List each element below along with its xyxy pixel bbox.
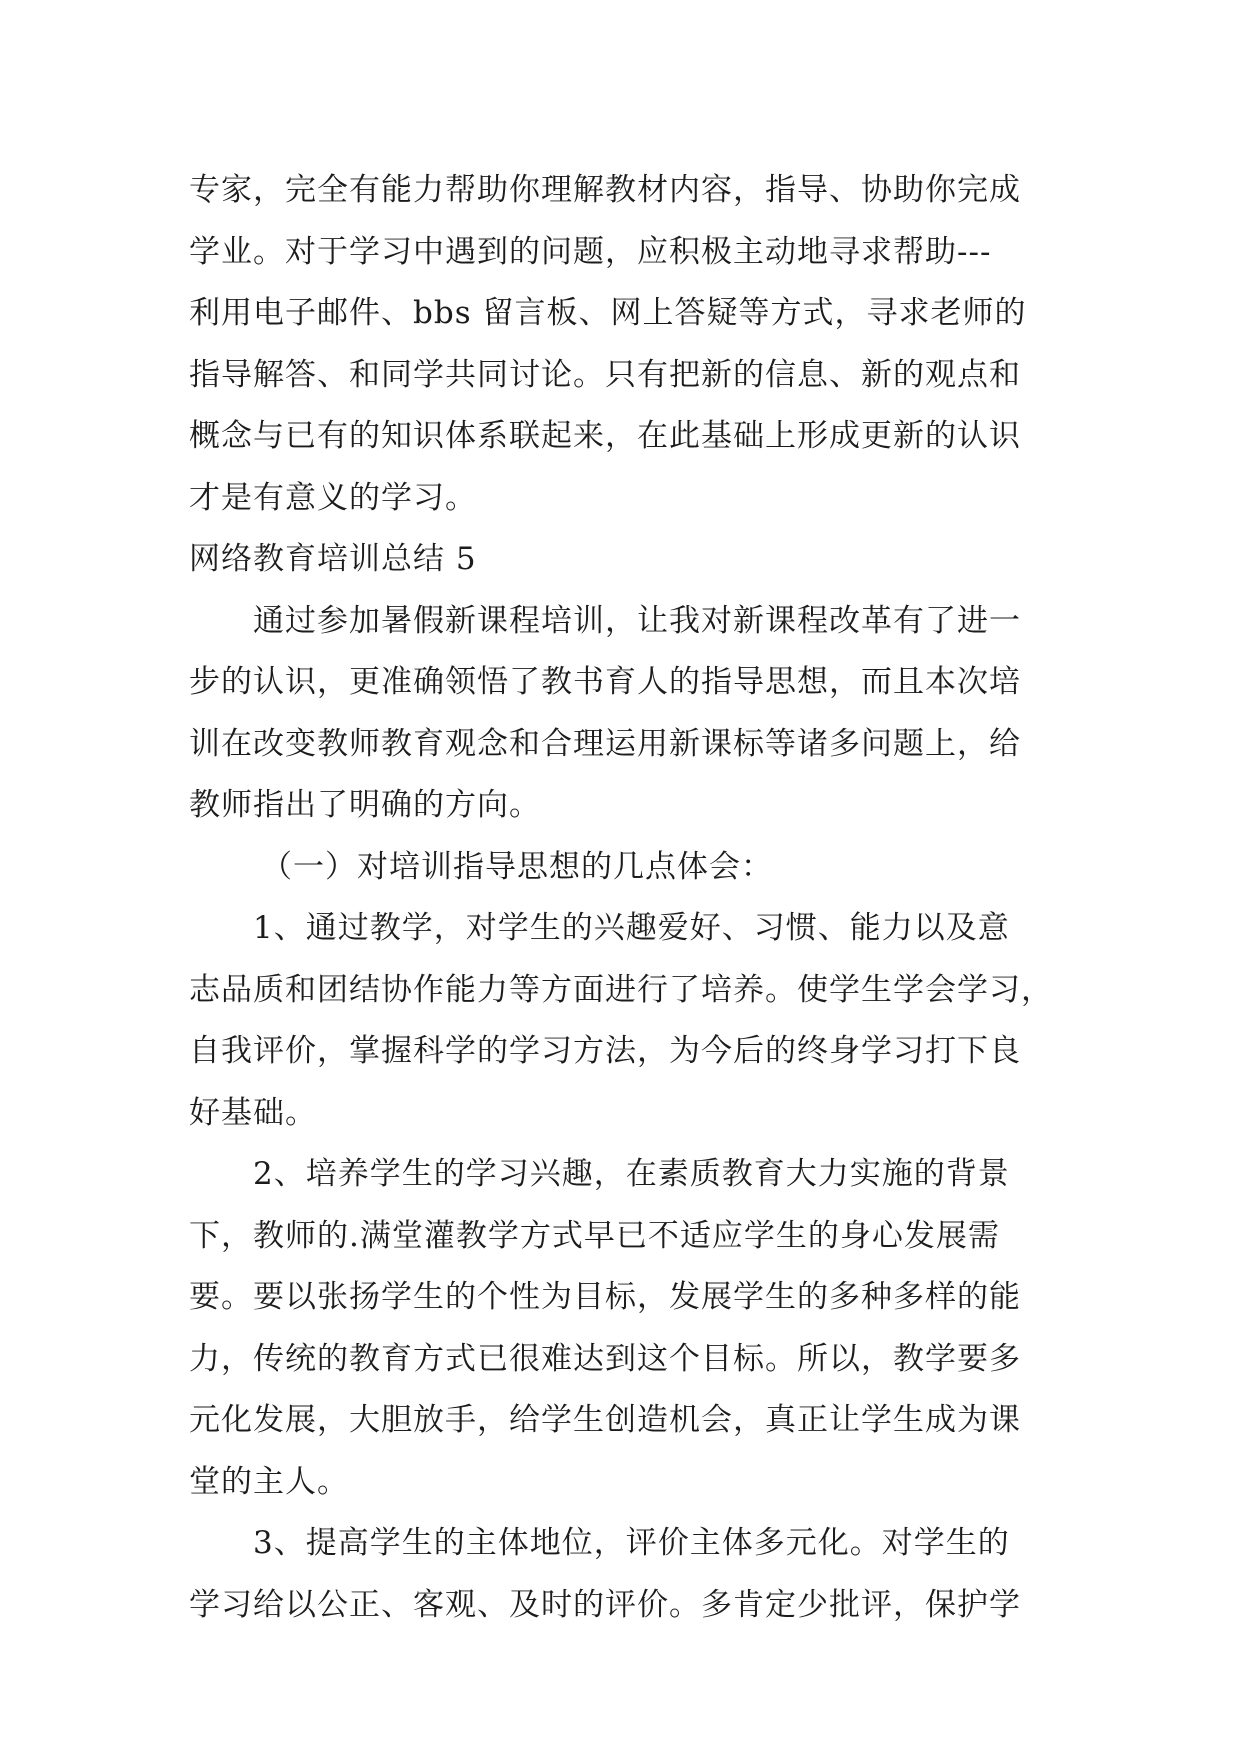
section-heading: 网络教育培训总结 5 [189, 541, 477, 577]
text-line: 志品质和团结协作能力等方面进行了培养。使学生学会学习， [189, 971, 1053, 1008]
text-line: 好基础。 [189, 1094, 317, 1131]
text-line: 要。要以张扬学生的个性为目标，发展学生的多种多样的能 [189, 1279, 1021, 1315]
text-line: 学习给以公正、客观、及时的评价。多肯定少批评，保护学 [189, 1586, 1021, 1623]
text-line: 堂的主人。 [189, 1463, 349, 1500]
text-line: 自我评价，掌握科学的学习方法，为今后的终身学习打下良 [189, 1033, 1021, 1069]
paragraph-first-line: 通过参加暑假新课程培训，让我对新课程改革有了进一 [253, 602, 1021, 639]
subsection-heading: （一）对培训指导思想的几点体会： [261, 848, 773, 885]
text-line: 利用电子邮件、bbs 留言板、网上答疑等方式，寻求老师的 [189, 295, 1027, 331]
text-line: 下，教师的.满堂灌教学方式早已不适应学生的身心发展需 [189, 1217, 1000, 1254]
text-line: 训在改变教师教育观念和合理运用新课标等诸多问题上，给 [189, 725, 1021, 762]
paragraph-first-line: 1、通过教学，对学生的兴趣爱好、习惯、能力以及意 [253, 910, 1010, 946]
text-line: 步的认识，更准确领悟了教书育人的指导思想，而且本次培 [189, 664, 1021, 700]
text-line: 元化发展，大胆放手，给学生创造机会，真正让学生成为课 [189, 1402, 1021, 1438]
document-body [189, 160, 1054, 1636]
text-line: 教师指出了明确的方向。 [189, 787, 541, 823]
text-line: 学业。对于学习中遇到的问题，应积极主动地寻求帮助--- [189, 233, 992, 270]
text-line: 才是有意义的学习。 [189, 479, 477, 516]
paragraph-first-line: 2、培养学生的学习兴趣，在素质教育大力实施的背景 [253, 1156, 1010, 1192]
text-line: 概念与已有的知识体系联起来，在此基础上形成更新的认识 [189, 418, 1021, 454]
paragraph-first-line: 3、提高学生的主体地位，评价主体多元化。对学生的 [253, 1525, 1010, 1561]
text-line: 专家，完全有能力帮助你理解教材内容，指导、协助你完成 [189, 172, 1021, 208]
text-line: 力，传统的教育方式已很难达到这个目标。所以，教学要多 [189, 1340, 1021, 1377]
text-line: 指导解答、和同学共同讨论。只有把新的信息、新的观点和 [189, 356, 1021, 393]
